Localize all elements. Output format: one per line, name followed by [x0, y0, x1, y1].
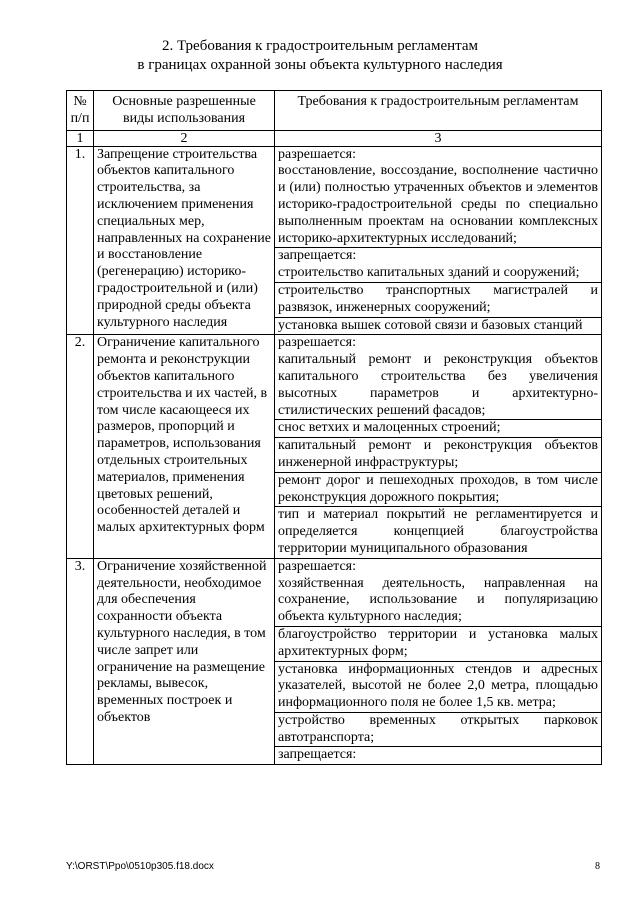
column-number-row — [67, 130, 602, 146]
header-requirements: Требования к градостроительным регламентам — [275, 91, 602, 131]
row-type: Ограничение капитального ремонта и реконструкции объектов капитального строительства и их частей, в том числе касающееся их размеров, пропорций и параметров, использования отдельных строительных материалов, применения цветовых решений, особенностей деталей и малых архитектурных форм — [94, 335, 275, 558]
requirement-block: строительство капитальных зданий и сооружений; — [278, 265, 580, 281]
requirement-block: запрещается: — [275, 746, 601, 764]
requirement-block: хозяйственная деятельность, направленная на сохранение, использование и популяризацию объекта культурного наследия; — [278, 575, 598, 625]
requirement-block: снос ветхих и малоценных строений; — [275, 419, 601, 437]
row-type: Запрещение строительства объектов капитального строительства, за исключением применения специальных мер, направленных на сохранение и восстановление (регенерацию) историко-градостроительной и (или) природной среды объекта культурного наследия — [94, 146, 275, 335]
requirement-block: капитальный ремонт и реконструкция объектов инженерной инфраструктуры; — [275, 437, 601, 472]
table-row — [67, 558, 602, 765]
requirement-block: тип и материал покрытий не регламентируется и определяется концепцией благоустройства территории муниципального образования — [275, 506, 601, 557]
requirement-block: капитальный ремонт и реконструкция объектов капитального строительства без увеличения высотных параметров и архитектурно-стилистических решений фасадов; — [278, 352, 598, 418]
requirement-block: строительство транспортных магистралей и развязок, инженерных сооружений; — [275, 282, 601, 317]
page-number: 8 — [595, 861, 600, 872]
regulations-table — [66, 90, 602, 765]
column-number-3: 3 — [275, 130, 602, 146]
row-requirements — [275, 335, 602, 558]
requirement-block: восстановление, воссоздание, восполнение частично и (или) полностью утраченных объектов и элементов историко-градостроительной среды по специально выполненным проектам на основании комплексных историко-архитектурных исследований; — [278, 163, 598, 246]
table-row — [67, 146, 602, 335]
row-number: 2. — [67, 335, 94, 558]
row-type: Ограничение хозяйственной деятельности, необходимое для обеспечения сохранности объекта культурного наследия, в том числе запрет или ограничение на размещение рекламы, вывесок, временных построек и объектов — [94, 558, 275, 765]
header-number: № п/п — [67, 91, 94, 131]
requirement-block: устройство временных открытых парковок автотранспорта; — [275, 712, 601, 747]
row-requirements — [275, 558, 602, 765]
header-types: Основные разрешенные виды использования — [94, 91, 275, 131]
row-number: 3. — [67, 558, 94, 765]
column-number-1: 1 — [67, 130, 94, 146]
requirement-block: разрешается: — [278, 558, 356, 574]
requirement-block: разрешается: — [278, 146, 356, 162]
title-line-2: в границах охранной зоны объекта культурного наследия — [137, 57, 503, 73]
document-title — [0, 37, 640, 75]
footer-file-path: Y:\ORST\Ppo\0510p305.f18.docx — [66, 861, 214, 872]
requirement-block: установка вышек сотовой связи и базовых станций — [275, 317, 601, 335]
title-line-1: 2. Требования к градостроительным регламентам — [161, 38, 479, 54]
table-row — [67, 335, 602, 558]
row-number: 1. — [67, 146, 94, 335]
requirement-block: запрещается: — [275, 247, 601, 265]
requirement-block: благоустройство территории и установка малых архитектурных форм; — [275, 626, 601, 661]
requirement-block: ремонт дорог и пешеходных проходов, в том числе реконструкция дорожного покрытия; — [275, 472, 601, 507]
requirement-block: разрешается: — [278, 335, 356, 351]
row-requirements — [275, 146, 602, 335]
requirement-block: установка информационных стендов и адресных указателей, высотой не более 2,0 метра, площадью информационного поля не более 1,5 кв. метра; — [275, 661, 601, 712]
column-number-2: 2 — [94, 130, 275, 146]
table-header-row — [67, 91, 602, 131]
